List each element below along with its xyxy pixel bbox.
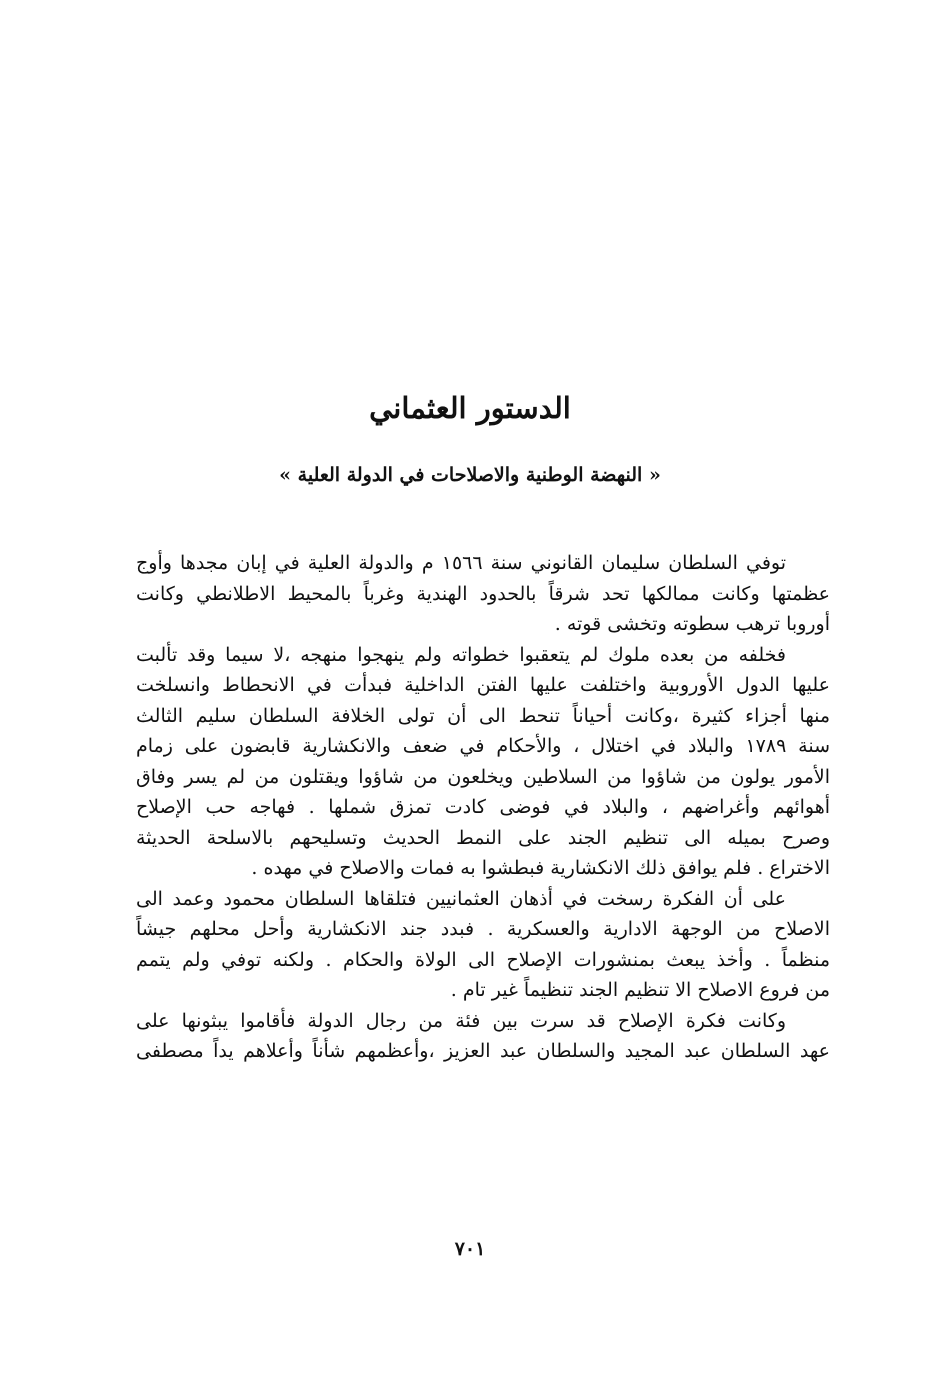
paragraph-line: أهوائهم وأغراضهم ، والبلاد في فوضى كادت تمزق شملها . فهاجه حب الإصلاح [136, 796, 830, 818]
paragraph-line: الأمور يولون من شاؤوا من السلاطين ويخلعون من شاؤوا ويقتلون من لم يسر وفاق [136, 765, 830, 788]
paragraph-line: الاختراع . فلم يوافق ذلك الانكشارية فبطشوا به فمات والاصلاح في مهده . [251, 857, 830, 879]
paragraph-line: وصرح بميله الى تنظيم الجند على النمط الحديث وتسليحهم بالاسلحة الحديثة [136, 826, 830, 849]
paragraph-line: عهد السلطان عبد المجيد والسلطان عبد العزيز ،وأعظمهم شأناً وأعلاهم يداً مصطفى [136, 1040, 830, 1062]
paragraph-line: على أن الفكرة رسخت في أذهان العثمانيين فتلقاها السلطان محمود وعمد الى [136, 887, 786, 910]
paragraph-line: توفي السلطان سليمان القانوني سنة ١٥٦٦ م والدولة العلية في إبان مجدها وأوج [136, 552, 787, 574]
paragraph-line: منظماً . وأخذ يبعث بمنشورات الإصلاح الى الولاة والحكام . ولكنه توفي ولم يتمم [136, 948, 830, 971]
paragraph-line: أوروبا ترهب سطوته وتخشى قوته . [554, 613, 830, 635]
page-subtitle: « النهضة الوطنية والاصلاحات في الدولة العلية » [279, 464, 661, 486]
paragraph-line: من فروع الاصلاح الا تنظيم الجند تنظيماً غير تام . [450, 979, 830, 1001]
paragraph-line: وكانت فكرة الإصلاح قد سرت بين فئة من رجال الدولة فأقاموا يبثونها على [136, 1009, 786, 1032]
paragraph-line: منها أجزاء كثيرة ،وكانت أحياناً تنحط الى أن تولى الخلافة السلطان سليم الثالث [136, 704, 830, 727]
paragraph-line: الاصلاح من الوجهة الادارية والعسكرية . فبدد جند الانكشارية وأحل محلهم جيشاً [136, 918, 830, 940]
paragraph-line: عظمتها وكانت ممالكها تحد شرقاً بالحدود الهندية وغرباً بالمحيط الاطلانطي وكانت [136, 582, 830, 605]
page-title: الدستور العثماني [369, 391, 571, 425]
paragraph-line: فخلفه من بعده ملوك لم يتعقبوا خطواته ولم ينهجوا منهجه ،لا سيما وقد تألبت [136, 643, 786, 666]
paragraph-line: سنة ١٧٨٩ والبلاد في اختلال ، والأحكام في ضعف والانكشارية قابضون على زمام [136, 735, 830, 757]
paragraph-line: عليها الدول الأوروبية واختلفت عليها الفتن الداخلية فبدأت في الانحطاط وانسلخت [136, 674, 830, 696]
page-number: ٧٠١ [454, 1238, 486, 1260]
body-text [136, 548, 830, 1067]
